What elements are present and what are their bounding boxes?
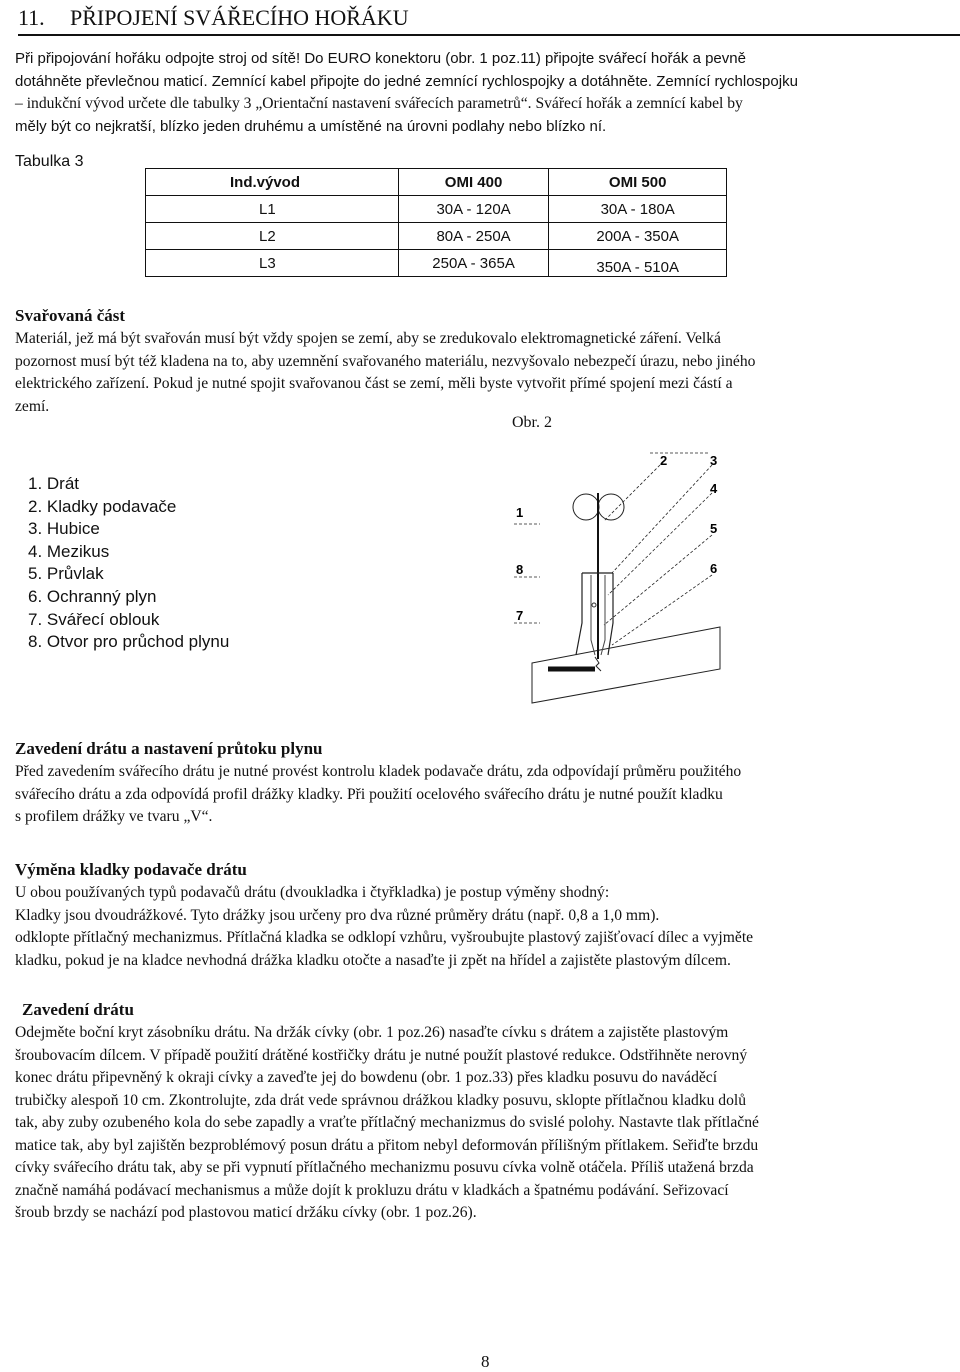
- legend-item: 3. Hubice: [28, 519, 100, 539]
- table-caption: Tabulka 3: [15, 153, 84, 170]
- wire-line: šroub brzdy se nachází pod plastovou maticí držáku cívky (obr. 1 poz.26).: [15, 1204, 477, 1221]
- welded-line: zemí.: [15, 397, 50, 415]
- wire-feed-line: s profilem drážky ve tvaru „V“.: [15, 808, 213, 825]
- table-header-cell: OMI 500: [549, 169, 727, 196]
- roller-line: odklopte přítlačný mechanizmus. Přítlačná kladka se odklopí vzhůru, vyšroubujte plastový zajišťovací dílec a vyjměte: [15, 929, 754, 946]
- table-cell: 350A - 510A: [549, 250, 727, 277]
- table-cell: 200A - 350A: [549, 223, 727, 250]
- callout-label: 7: [516, 608, 524, 623]
- gas-hole: [592, 603, 596, 607]
- legend-item: 4. Mezikus: [28, 541, 110, 561]
- section-number: 11.: [18, 5, 45, 30]
- table-cell: L1: [146, 196, 399, 223]
- legend-item: 8. Otvor pro průchod plynu: [28, 632, 230, 652]
- wire-line: šroubovacím dílcem. V případě použití drátěné kostřičky drátu je nutné použít plastové redukce. Odstřihněte nerovný: [15, 1046, 748, 1064]
- table-cell: L3: [146, 250, 399, 277]
- torch-diagram: [500, 445, 740, 710]
- wire-line: konec drátu připevněný k okraji cívky a zaveďte jej do bowdenu (obr. 1 poz.33) přes kladku posuvu do naváděcí: [15, 1069, 718, 1086]
- table-cell: 80A - 250A: [398, 223, 549, 250]
- welded-line: Materiál, jež má být svařován musí být vždy spojen se zemí, aby se zredukovalo elektromagnetické záření. Velká: [15, 330, 721, 347]
- callout-leaders: [604, 453, 712, 645]
- legend-item: 6. Ochranný plyn: [28, 586, 157, 606]
- legend-item: 1. Drát: [28, 474, 80, 493]
- wire-feed-paragraph: [15, 761, 960, 829]
- nozzle-outline: [576, 573, 582, 655]
- feed-roller-icon: [573, 494, 599, 520]
- welded-line: pozornost musí být též kladena na to, aby uzemnění svařovaného materiálu, nezvyšovalo nebezpečí úrazu, nebo jiného: [15, 352, 756, 370]
- wire-line: tak, aby zuby ozubeného kola do sebe zapadly a vraťte přítlačný mechanizmus do svislé polohy. Nastavte tlak přítlačné: [15, 1114, 759, 1131]
- callout-label: 2: [660, 453, 668, 468]
- legend-item: 2. Kladky podavače: [28, 496, 177, 516]
- arc: [595, 657, 601, 671]
- wire-line: cívky svářecího drátu tak, aby se při vypnutí přítlačného mechanizmu posuvu cívka volně otáčela. Příliš utažená brzda: [15, 1159, 754, 1176]
- roller-line: kladku, pokud je na kladce nevhodná drážka kladku otočte a nasaďte ji zpět na hřídel a zajistěte plastovým dílcem.: [15, 951, 731, 969]
- contact-tip: [591, 575, 595, 655]
- welded-heading: Svařovaná část: [15, 306, 126, 325]
- wire-heading: Zavedení drátu: [22, 1000, 134, 1019]
- section-title-text: PŘIPOJENÍ SVÁŘECÍHO HOŘÁKU: [70, 5, 409, 30]
- table-header-cell: OMI 400: [398, 169, 549, 196]
- wire-line: trubičky alespoň 10 cm. Zkontrolujte, zda drát vede správnou drážkou kladky posuvu, sklopte přítlačnou kladku dolů: [15, 1091, 747, 1109]
- feed-roller-icon: [598, 494, 624, 520]
- table-header-cell: Ind.vývod: [146, 169, 399, 196]
- welded-line: elektrického zařízení. Pokud je nutné spojit svařovanou část se zemí, měli byste vytvořit přímé spojení mezi částí a: [15, 375, 733, 392]
- wire-line: Odejměte boční kryt zásobníku drátu. Na držák cívky (obr. 1 poz.26) nasaďte cívku s drátem a zajistěte plastovým: [15, 1024, 729, 1041]
- legend-item: 5. Průvlak: [28, 564, 104, 584]
- roller-heading: Výměna kladky podavače drátu: [15, 860, 247, 879]
- callout-label: 5: [710, 521, 718, 536]
- section-title: [18, 4, 960, 36]
- table-cell: 30A - 120A: [398, 196, 549, 223]
- callout-label: 4: [710, 481, 718, 496]
- callout-label: 3: [710, 453, 718, 468]
- roller-line: U obou používaných typů podavačů drátu (dvoukladka i čtyřkladka) je postup výměny shodný:: [15, 884, 610, 901]
- workpiece-plate: [532, 627, 720, 703]
- table-header-row: [146, 169, 727, 196]
- intro-line: měly být co nejkratší, blízko jeden druhému a umístěné na úrovni podlahy nebo blízko ní.: [15, 117, 607, 135]
- table-row: [146, 196, 727, 223]
- roller-line: Kladky jsou dvoudrážkové. Tyto drážky jsou určeny pro dva různé průměry drátu (např. 0,8 a 1,0 mm).: [15, 906, 660, 924]
- table-row: [146, 223, 727, 250]
- welded-paragraph: [15, 328, 960, 418]
- wire-line: značně namáhá podávací mechanismus a může dojít k prokluzu drátu v kladkách a špatnému podávání. Seřizovací: [15, 1181, 729, 1199]
- table-cell: 30A - 180A: [549, 196, 727, 223]
- wire-feed-line: Před zavedením svářecího drátu je nutné provést kontrolu kladek podavače drátu, zda odpovídají průměru použitého: [15, 763, 742, 780]
- wire-feed-line: svářecího drátu a zda odpovídá profil drážky kladky. Při použití ocelového svářecího drátu je nutné použít kladku: [15, 785, 723, 803]
- wire-line: matice tak, aby byl zajištěn bezproblémový posun drátu a přitom nebyl deformován přílišným přítlakem. Seřiďte brzdu: [15, 1136, 759, 1154]
- intro-paragraph: [15, 48, 960, 138]
- table-row: [146, 250, 727, 277]
- table-cell: L2: [146, 223, 399, 250]
- wire-feed-heading: Zavedení drátu a nastavení průtoku plynu: [15, 739, 323, 758]
- figure-legend: [28, 473, 229, 654]
- intro-line: Při připojování hořáku odpojte stroj od sítě! Do EURO konektoru (obr. 1 poz.11) připojte svářecí hořák a pevně: [15, 50, 746, 67]
- table-cell: 250A - 365A: [398, 250, 549, 277]
- figure-caption: Obr. 2: [512, 414, 552, 431]
- parameter-table: [145, 168, 727, 277]
- callout-label: 6: [710, 561, 718, 576]
- roller-paragraph: [15, 882, 960, 972]
- wire-paragraph: [15, 1022, 960, 1225]
- intro-line: – indukční vývod určete dle tabulky 3 „Orientační nastavení svářecích parametrů“. Svářecí hořák a zemnící kabel by: [15, 95, 743, 112]
- callout-label: 1: [516, 505, 524, 520]
- intro-line: dotáhněte převlečnou maticí. Zemnící kabel připojte do jedné zemnící rychlospojky a dotáhněte. Zemnící rychlospojku: [15, 72, 798, 90]
- callout-label: 8: [516, 562, 524, 577]
- page-number: 8: [481, 1352, 490, 1371]
- legend-item: 7. Svářecí oblouk: [28, 609, 160, 629]
